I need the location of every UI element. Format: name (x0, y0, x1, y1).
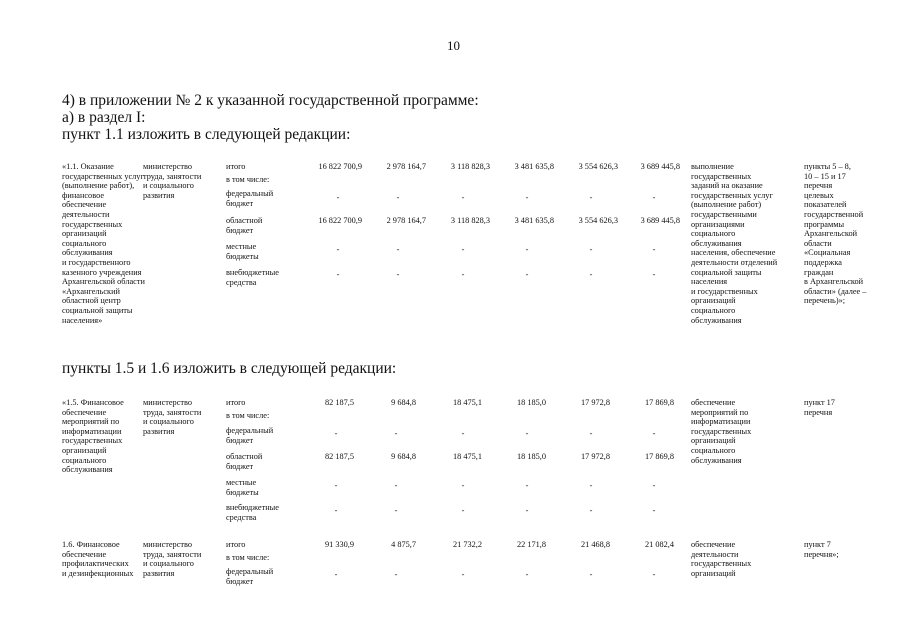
block2-federal-dash: - (334, 429, 338, 438)
block1-regional-value: 2 978 164,7 (386, 216, 426, 225)
block1-regional-value: 3 689 445,8 (640, 216, 680, 225)
block2-reference: пункт 17 перечня (804, 398, 835, 417)
block1-executor: министерство труда, занятости и социального развития (143, 162, 202, 200)
block2-extra-dash: - (461, 506, 465, 515)
block2-total-value: 18 475,1 (452, 398, 482, 407)
block3-federal-dash: - (589, 570, 593, 579)
block2-regional-value: 17 972,8 (580, 452, 610, 461)
block1-federal-dash: - (461, 193, 465, 202)
block3-federal-dash: - (394, 570, 398, 579)
block2-total-value: 17 869,8 (644, 398, 674, 407)
block1-total-value: 3 118 828,3 (450, 162, 490, 171)
block2-federal-dash: - (461, 429, 465, 438)
block2-regional-value: 82 187,5 (324, 452, 354, 461)
block2-executor: министерство труда, занятости и социального развития (143, 398, 202, 436)
block3-federal-dash: - (334, 570, 338, 579)
block2-local-dash: - (589, 481, 593, 490)
block1-label-local: местные бюджеты (226, 242, 259, 261)
block1-label-regional: областной бюджет (226, 216, 263, 235)
block1-regional-value: 3 554 626,3 (578, 216, 618, 225)
block1-federal-dash: - (396, 193, 400, 202)
intro-line-3: пункт 1.1 изложить в следующей редакции: (62, 126, 351, 143)
block2-regional-value: 9 684,8 (391, 452, 416, 461)
block2-extra-dash: - (394, 506, 398, 515)
block3-executor: министерство труда, занятости и социального развития (143, 540, 202, 578)
block1-result: выполнение государственных заданий на оказание государственных услуг (выполнение работ) государственными организациями социального обслуживания населения, обеспечение деятельности отделений социальной защиты населения и государственных организаций социального обслуживания (691, 162, 778, 325)
heading-2: пункты 1.5 и 1.6 изложить в следующей редакции: (62, 360, 397, 377)
block2-regional-value: 18 185,0 (516, 452, 546, 461)
block3-label-total: итого (226, 540, 246, 549)
block1-federal-dash: - (336, 193, 340, 202)
block2-total-value: 17 972,8 (580, 398, 610, 407)
block2-total-value: 9 684,8 (391, 398, 416, 407)
block2-local-dash: - (652, 481, 656, 490)
block3-total-value: 21 082,4 (644, 540, 674, 549)
block2-total-value: 82 187,5 (324, 398, 354, 407)
block2-federal-dash: - (525, 429, 529, 438)
block3-name: 1.6. Финансовое обеспечение профилактических и дезинфекционных (62, 540, 134, 578)
block2-local-dash: - (461, 481, 465, 490)
block1-local-dash: - (396, 245, 400, 254)
block3-total-value: 21 732,2 (452, 540, 482, 549)
block3-total-value: 4 875,7 (391, 540, 416, 549)
block1-local-dash: - (336, 245, 340, 254)
block1-local-dash: - (589, 245, 593, 254)
block1-total-value: 16 822 700,9 (318, 162, 362, 171)
block1-federal-dash: - (589, 193, 593, 202)
block1-extra-dash: - (525, 270, 529, 279)
block1-extra-dash: - (589, 270, 593, 279)
block3-result: обеспечение деятельности государственных организаций (691, 540, 752, 578)
block3-reference: пункт 7 перечня»; (804, 540, 839, 559)
block2-label-regional: областной бюджет (226, 452, 263, 471)
block1-regional-value: 3 118 828,3 (450, 216, 490, 225)
block3-federal-dash: - (461, 570, 465, 579)
intro-line-2: а) в раздел I: (62, 109, 146, 126)
block1-extra-dash: - (396, 270, 400, 279)
block2-label-extrabudget: внебюджетные средства (226, 503, 279, 522)
block2-total-value: 18 185,0 (516, 398, 546, 407)
block2-label-total: итого (226, 398, 246, 407)
block2-regional-value: 18 475,1 (452, 452, 482, 461)
block1-name: «1.1. Оказание государственных услуг (выполнение работ), финансовое обеспечение деятельности государственных организаций социального обслуживания и государственного казенного учреждения Архангельской области «Архангельский областной центр социальной защиты населения» (62, 162, 145, 325)
block2-federal-dash: - (394, 429, 398, 438)
block1-local-dash: - (461, 245, 465, 254)
block1-local-dash: - (525, 245, 529, 254)
intro-line-1: 4) в приложении № 2 к указанной государственной программе: (62, 92, 479, 109)
block3-federal-dash: - (525, 570, 529, 579)
block1-total-value: 3 554 626,3 (578, 162, 618, 171)
block1-label-extrabudget: внебюджетные средства (226, 268, 279, 287)
block2-local-dash: - (394, 481, 398, 490)
block1-label-including: в том числе: (226, 175, 270, 184)
block1-total-value: 3 481 635,8 (514, 162, 554, 171)
block1-extra-dash: - (652, 270, 656, 279)
block1-extra-dash: - (461, 270, 465, 279)
block2-extra-dash: - (589, 506, 593, 515)
block1-reference: пункты 5 – 8, 10 – 15 и 17 перечня целевых показателей государственной программы Архангельской области «Социальная поддержка граждан в Архангельской области» (далее – перечень)»; (804, 162, 867, 306)
block2-label-including: в том числе: (226, 411, 270, 420)
block2-result: обеспечение мероприятий по информатизации государственных организаций социального обслуживания (691, 398, 752, 465)
block1-total-value: 3 689 445,8 (640, 162, 680, 171)
block2-extra-dash: - (525, 506, 529, 515)
block3-label-federal: федеральный бюджет (226, 567, 274, 586)
block1-local-dash: - (652, 245, 656, 254)
block2-extra-dash: - (334, 506, 338, 515)
block1-total-value: 2 978 164,7 (386, 162, 426, 171)
block1-federal-dash: - (525, 193, 529, 202)
block3-total-value: 21 468,8 (580, 540, 610, 549)
block1-extra-dash: - (336, 270, 340, 279)
block2-federal-dash: - (652, 429, 656, 438)
block1-regional-value: 16 822 700,9 (318, 216, 362, 225)
block1-label-federal: федеральный бюджет (226, 189, 274, 208)
block1-label-total: итого (226, 162, 246, 171)
block2-name: «1.5. Финансовое обеспечение мероприятий по информатизации государственных организаций социального обслуживания (62, 398, 124, 475)
block2-label-federal: федеральный бюджет (226, 426, 274, 445)
block2-local-dash: - (525, 481, 529, 490)
block3-total-value: 91 330,9 (324, 540, 354, 549)
block2-extra-dash: - (652, 506, 656, 515)
block1-regional-value: 3 481 635,8 (514, 216, 554, 225)
block3-total-value: 22 171,8 (516, 540, 546, 549)
block2-regional-value: 17 869,8 (644, 452, 674, 461)
block2-local-dash: - (334, 481, 338, 490)
block2-label-local: местные бюджеты (226, 478, 259, 497)
block1-federal-dash: - (652, 193, 656, 202)
block3-federal-dash: - (652, 570, 656, 579)
page-number: 10 (447, 38, 460, 53)
block3-label-including: в том числе: (226, 553, 270, 562)
block2-federal-dash: - (589, 429, 593, 438)
